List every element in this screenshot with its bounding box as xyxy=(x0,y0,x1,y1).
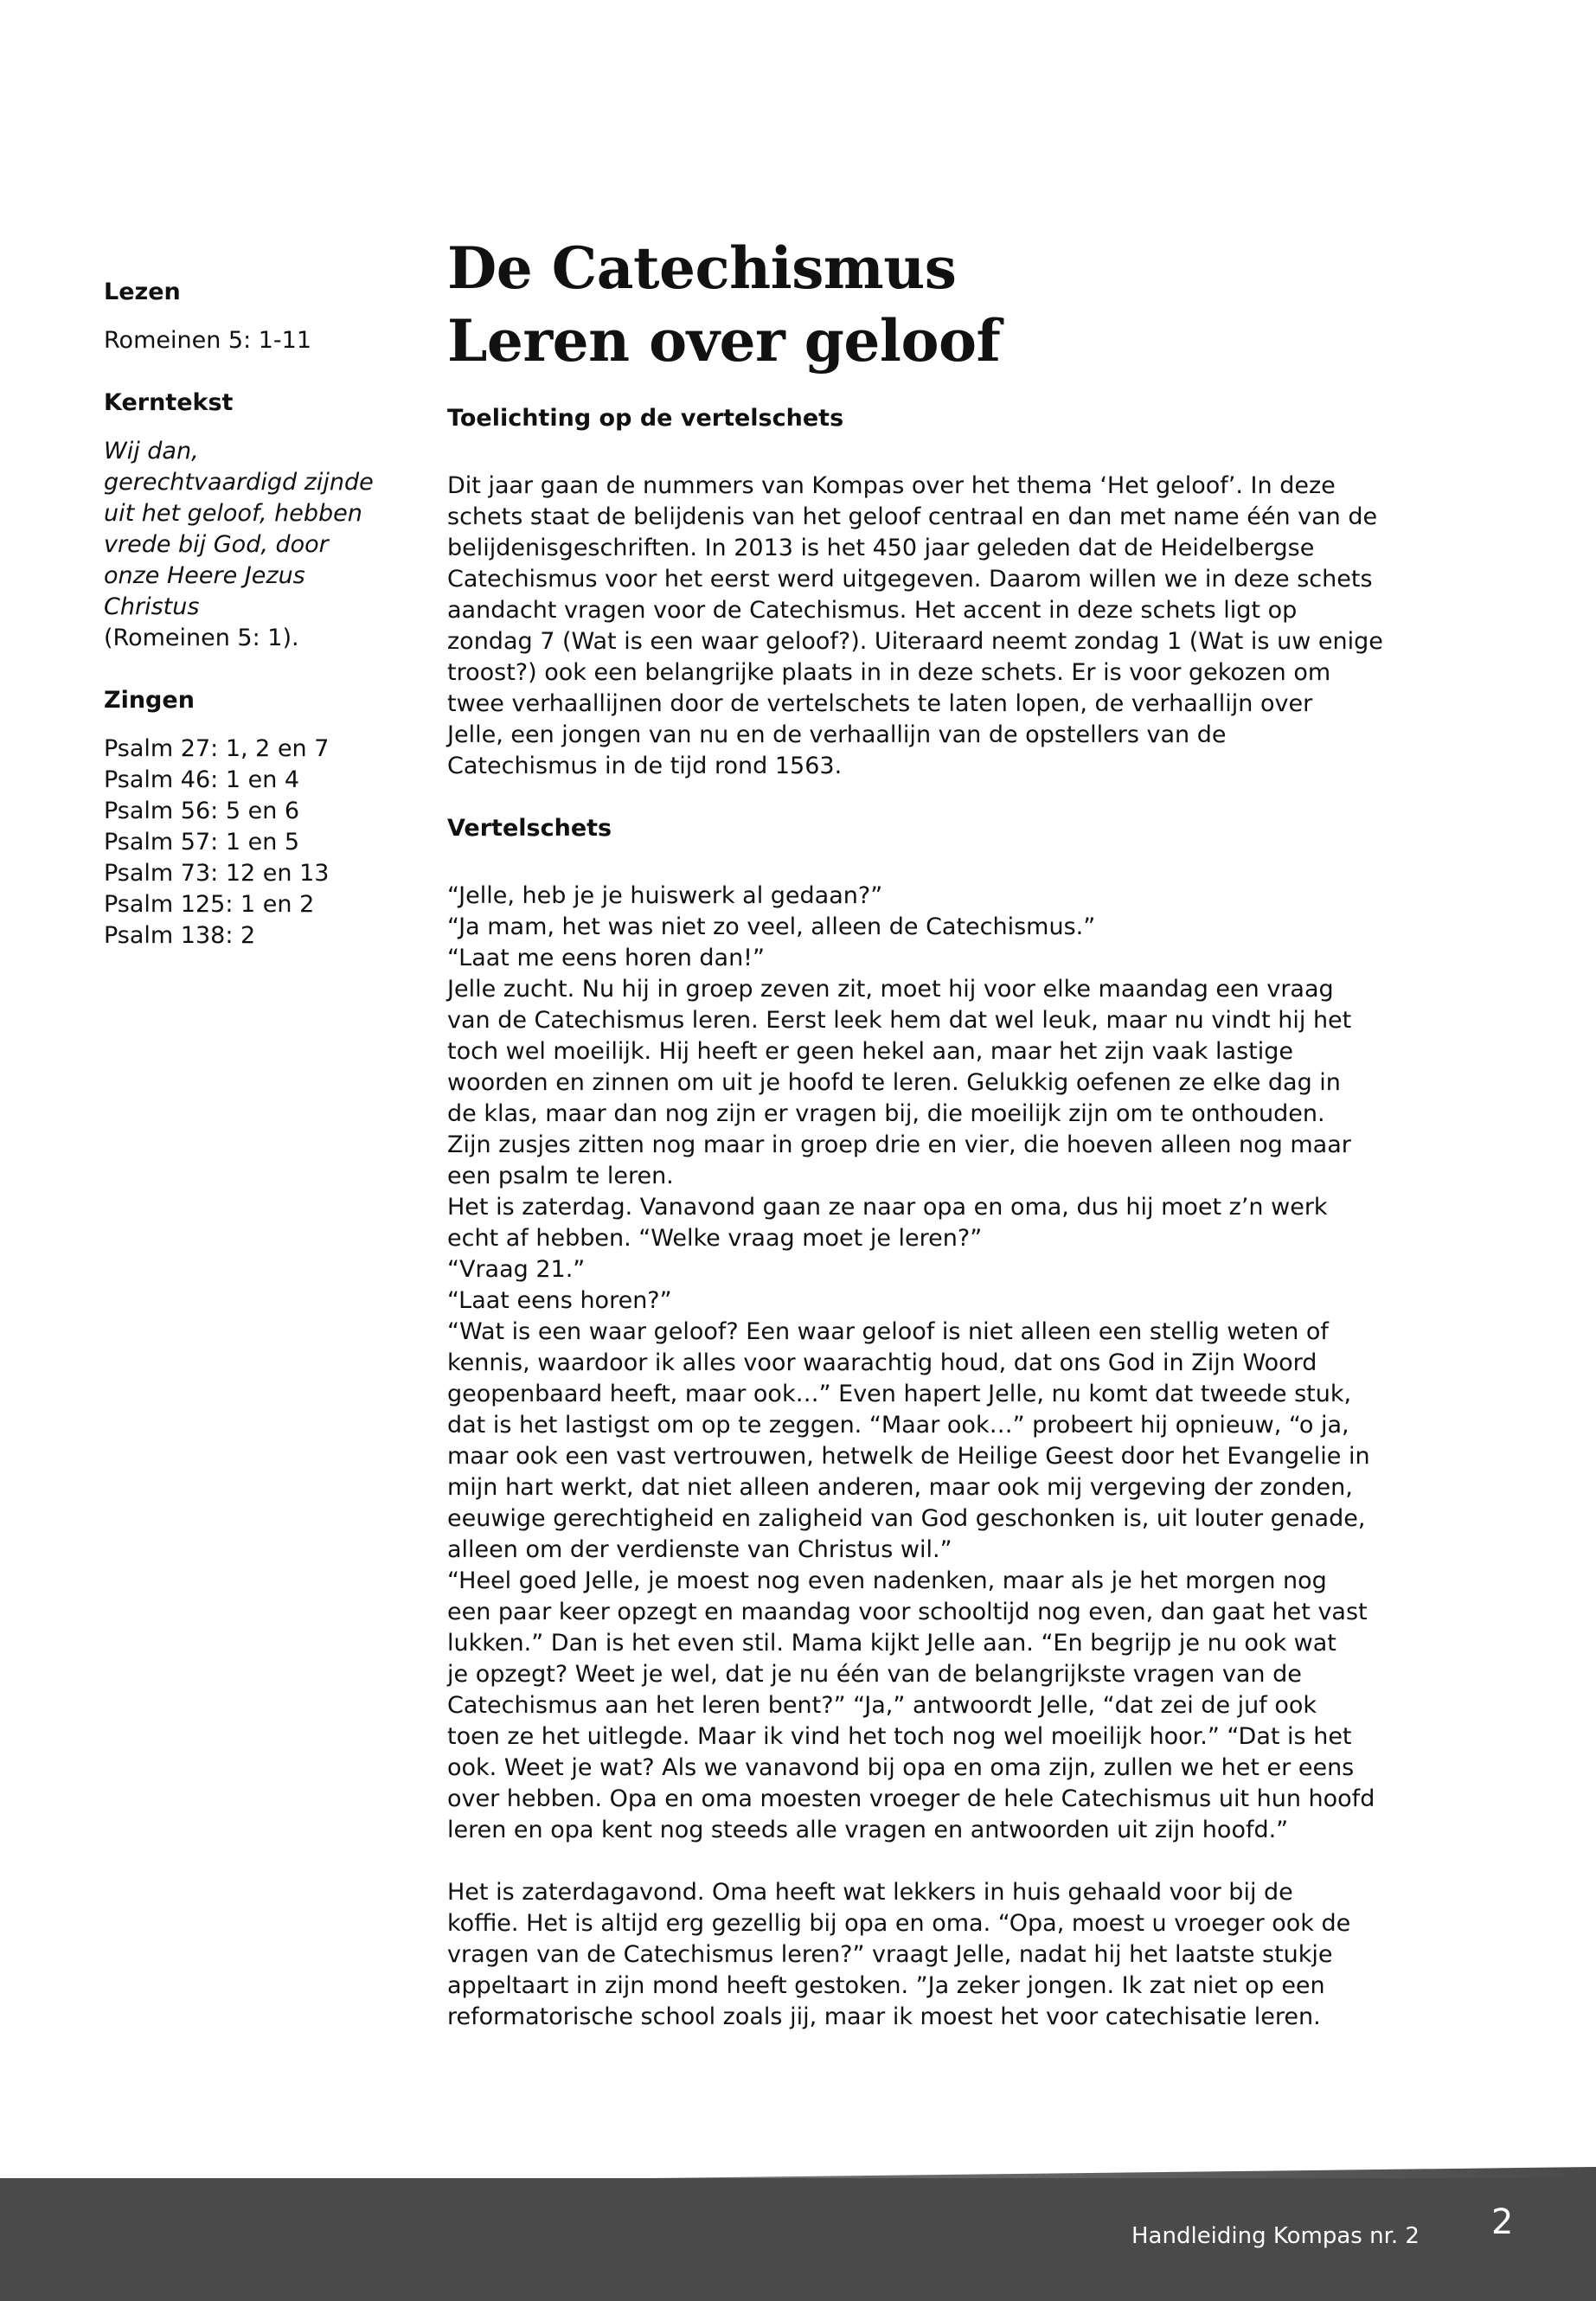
kerntekst-line: Wij dan, xyxy=(104,438,199,465)
text-line: twee verhaallijnen door de vertelschets te laten lopen, de verhaallijn over xyxy=(447,690,1313,717)
kerntekst-line: gerechtvaardigd zijnde xyxy=(104,469,374,496)
text-line: dat is het lastigst om op te zeggen. “Maar ook…” probeert hij opnieuw, “o ja, xyxy=(447,1412,1349,1439)
text-line: Het is zaterdagavond. Oma heeft wat lekkers in huis gehaald voor bij de xyxy=(447,1879,1293,1906)
kerntekst-line: Christus xyxy=(104,593,200,620)
text-line: leren en opa kent nog steeds alle vragen en antwoorden uit zijn hoofd.” xyxy=(447,1817,1289,1843)
text-line: de klas, maar dan nog zijn er vragen bij, die moeilijk zijn om te onthouden. xyxy=(447,1100,1325,1127)
text-line: lukken.” Dan is het even stil. Mama kijkt Jelle aan. “En begrijp je nu ook wat xyxy=(447,1630,1336,1657)
text-line: “Ja mam, het was niet zo veel, alleen de Catechismus.” xyxy=(447,913,1096,940)
text-line: “Wat is een waar geloof? Een waar geloof is niet alleen een stellig weten of xyxy=(447,1318,1329,1345)
vertelschets-paragraph xyxy=(447,881,1416,1846)
zingen-list xyxy=(104,734,398,952)
text-line: maar ook een vast vertrouwen, hetwelk de Heilige Geest door het Evangelie in xyxy=(447,1443,1370,1470)
text-line: reformatorische school zoals jij, maar ik moest het voor catechisatie leren. xyxy=(447,2003,1321,2030)
text-line: “Vraag 21.” xyxy=(447,1256,586,1283)
kerntekst-reference: (Romeinen 5: 1). xyxy=(104,625,299,651)
text-line: toch wel moeilijk. Hij heeft er geen hekel aan, maar het zijn vaak lastige xyxy=(447,1038,1293,1065)
text-line: ook. Weet je wat? Als we vanavond bij opa en oma zijn, zullen we het er eens xyxy=(447,1754,1355,1781)
text-line: Jelle, een jongen van nu en de verhaallijn van de opstellers van de xyxy=(447,721,1227,748)
lezen-text: Romeinen 5: 1-11 xyxy=(104,327,312,354)
text-line: Jelle zucht. Nu hij in groep zeven zit, moet hij voor elke maandag een vraag xyxy=(447,976,1334,1003)
text-line: van de Catechismus leren. Eerst leek hem dat wel leuk, maar nu vindt hij het xyxy=(447,1007,1352,1034)
text-line: “Jelle, heb je je huiswerk al gedaan?” xyxy=(447,882,883,909)
text-line: toen ze het uitlegde. Maar ik vind het toch nog wel moeilijk hoor.” “Dat is het xyxy=(447,1723,1352,1750)
page-number: 2 xyxy=(1491,2202,1514,2242)
text-line: aandacht vragen voor de Catechismus. Het accent in deze schets ligt op xyxy=(447,597,1298,624)
footer-publication: Handleiding Kompas nr. 2 xyxy=(1131,2223,1420,2249)
text-line: eeuwige gerechtigheid en zaligheid van God geschonken is, uit louter genade, xyxy=(447,1505,1366,1532)
text-line: “Heel goed Jelle, je moest nog even nadenken, maar als je het morgen nog xyxy=(447,1567,1327,1594)
text-line: “Laat eens horen?” xyxy=(447,1287,672,1314)
text-line: Catechismus aan het leren bent?” “Ja,” antwoordt Jelle, “dat zei de juf ook xyxy=(447,1692,1317,1719)
psalm-item: Psalm 125: 1 en 2 xyxy=(104,891,315,918)
text-line: echt af hebben. “Welke vraag moet je leren?” xyxy=(447,1225,983,1252)
page-title xyxy=(447,232,1416,377)
text-line: koffie. Het is altijd erg gezellig bij opa en oma. “Opa, moest u vroeger ook de xyxy=(447,1910,1351,1937)
psalm-item: Psalm 138: 2 xyxy=(104,922,256,949)
psalm-item: Psalm 46: 1 en 4 xyxy=(104,766,300,793)
text-line: alleen om der verdienste van Christus wil.” xyxy=(447,1536,952,1563)
text-line: Het is zaterdag. Vanavond gaan ze naar opa en oma, dus hij moet z’n werk xyxy=(447,1194,1328,1221)
psalm-item: Psalm 27: 1, 2 en 7 xyxy=(104,735,330,762)
psalm-item: Psalm 57: 1 en 5 xyxy=(104,829,300,856)
text-line: Catechismus voor het eerst werd uitgegeven. Daarom willen we in deze schets xyxy=(447,566,1373,593)
kerntekst-text xyxy=(104,436,398,654)
title-line-2: Leren over geloof xyxy=(447,307,1001,375)
text-line: een psalm te leren. xyxy=(447,1163,674,1189)
text-line: troost?) ook een belangrijke plaats in in deze schets. Er is voor gekozen om xyxy=(447,659,1331,686)
title-line-1: De Catechismus xyxy=(447,234,957,302)
text-line: je opzegt? Weet je wel, dat je nu één van de belangrijkste vragen van de xyxy=(447,1661,1302,1688)
main-content xyxy=(447,232,1416,2033)
sidebar xyxy=(104,277,398,952)
section-heading-toelichting: Toelichting op de vertelschets xyxy=(447,405,844,432)
text-line: Catechismus in de tijd rond 1563. xyxy=(447,753,843,779)
text-line: geopenbaard heeft, maar ook…” Even hapert Jelle, nu komt dat tweede stuk, xyxy=(447,1381,1352,1407)
text-line: schets staat de belijdenis van het geloof centraal en dan met name één van de xyxy=(447,503,1378,530)
text-line: appeltaart in zijn mond heeft gestoken. ”Ja zeker jongen. Ik zat niet op een xyxy=(447,1972,1325,1999)
kerntekst-line: onze Heere Jezus xyxy=(104,562,305,589)
text-line: Dit jaar gaan de nummers van Kompas over het thema ‘Het geloof’. In deze xyxy=(447,472,1336,499)
text-line: zondag 7 (Wat is een waar geloof?). Uiteraard neemt zondag 1 (Wat is uw enige xyxy=(447,628,1383,655)
text-line: belijdenisgeschriften. In 2013 is het 450 jaar geleden dat de Heidelbergse xyxy=(447,535,1315,561)
kerntekst-heading: Kerntekst xyxy=(104,389,234,416)
text-line: Zijn zusjes zitten nog maar in groep drie en vier, die hoeven alleen nog maar xyxy=(447,1131,1351,1158)
kerntekst-line: uit het geloof, hebben xyxy=(104,500,362,527)
text-line: een paar keer opzegt en maandag voor schooltijd nog even, dan gaat het vast xyxy=(447,1599,1368,1625)
toelichting-paragraph xyxy=(447,471,1416,782)
text-line: “Laat me eens horen dan!” xyxy=(447,945,765,971)
kerntekst-line: vrede bij God, door xyxy=(104,531,329,558)
text-line: vragen van de Catechismus leren?” vraagt Jelle, nadat hij het laatste stukje xyxy=(447,1941,1333,1968)
lezen-heading: Lezen xyxy=(104,279,181,305)
text-line: mijn hart werkt, dat niet alleen anderen, maar ook mij vergeving der zonden, xyxy=(447,1474,1353,1501)
text-line: kennis, waardoor ik alles voor waarachtig houd, dat ons God in Zijn Woord xyxy=(447,1349,1317,1376)
psalm-item: Psalm 56: 5 en 6 xyxy=(104,798,300,824)
zingen-heading: Zingen xyxy=(104,687,195,714)
section-heading-vertelschets: Vertelschets xyxy=(447,815,612,842)
zaterdagavond-paragraph xyxy=(447,1877,1416,2033)
psalm-item: Psalm 73: 12 en 13 xyxy=(104,860,330,887)
text-line: over hebben. Opa en oma moesten vroeger de hele Catechismus uit hun hoofd xyxy=(447,1785,1375,1812)
text-line: woorden en zinnen om uit je hoofd te leren. Gelukkig oefenen ze elke dag in xyxy=(447,1069,1341,1096)
